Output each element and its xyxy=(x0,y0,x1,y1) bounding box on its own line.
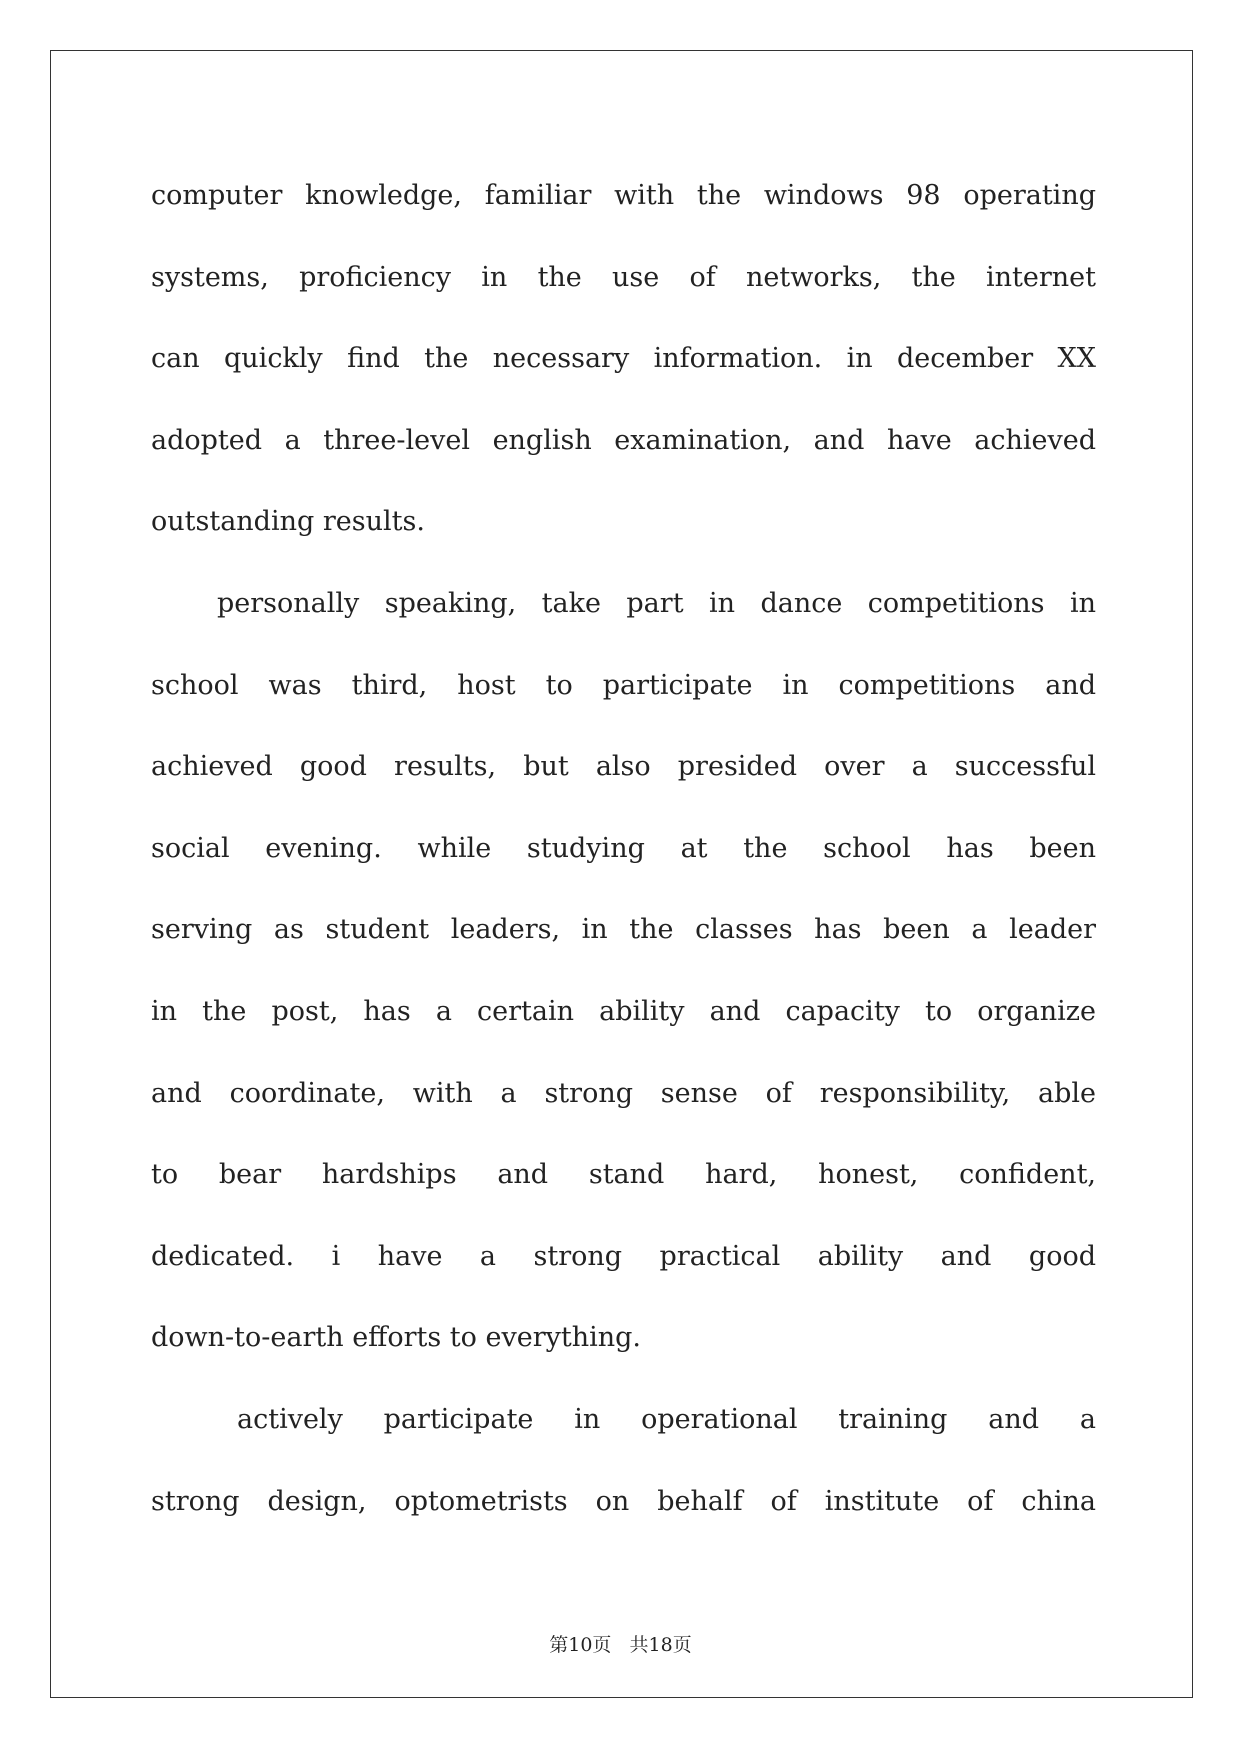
text-line: down-to-earth efforts to everything. xyxy=(151,1322,641,1354)
paragraph-first-line: actively participate in operational training and a xyxy=(237,1403,1096,1435)
text-line: in the post, has a certain ability and capacity to organize xyxy=(151,995,1096,1027)
text-line: serving as student leaders, in the classes has been a leader xyxy=(151,914,1096,946)
paragraph-first-line: personally speaking, take part in dance competitions in xyxy=(217,587,1096,619)
text-line: computer knowledge, familiar with the windows 98 operating xyxy=(151,180,1096,211)
text-line: to bear hardships and stand hard, honest, confident, xyxy=(151,1159,1096,1191)
text-line: systems, proficiency in the use of networks, the internet xyxy=(151,261,1096,293)
text-line: adopted a three-level english examination, and have achieved xyxy=(151,424,1096,456)
text-line: can quickly find the necessary information. in december XX xyxy=(151,343,1096,375)
text-line: outstanding results. xyxy=(151,506,425,538)
text-line: strong design, optometrists on behalf of institute of china xyxy=(151,1485,1096,1517)
text-line: and coordinate, with a strong sense of responsibility, able xyxy=(151,1077,1096,1109)
text-line: achieved good results, but also presided over a successful xyxy=(151,751,1096,783)
document-body xyxy=(151,155,1096,1542)
text-line: social evening. while studying at the school has been xyxy=(151,832,1096,864)
page-number-indicator: 第10页 共18页 xyxy=(549,1634,692,1656)
text-line: dedicated. i have a strong practical ability and good xyxy=(151,1240,1096,1272)
text-line: school was third, host to participate in competitions and xyxy=(151,669,1096,701)
